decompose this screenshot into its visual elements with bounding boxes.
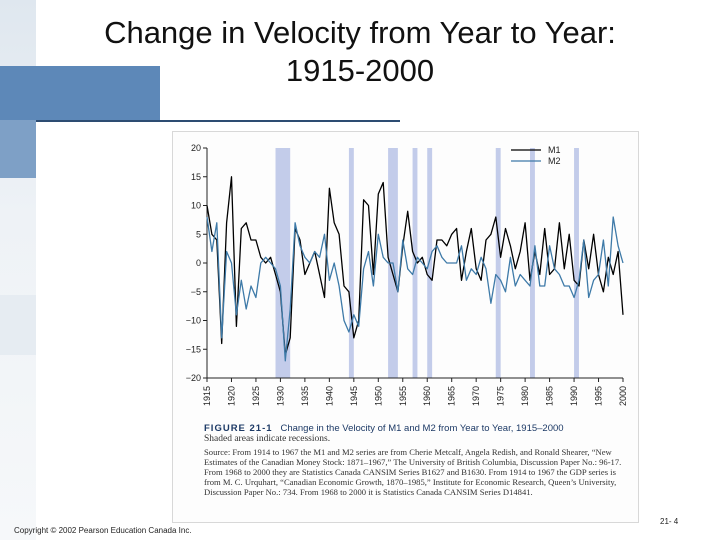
y-tick-label: 15 — [190, 171, 201, 182]
y-tick-label: −15 — [185, 344, 201, 355]
x-tick-label: 1930 — [275, 385, 286, 406]
x-tick-label: 1985 — [544, 385, 555, 406]
slide-accent-block-lower — [0, 120, 36, 178]
x-tick-label: 1940 — [324, 385, 335, 406]
recession-band — [349, 148, 354, 378]
y-tick-label: 20 — [190, 143, 201, 153]
x-tick-label: 1920 — [226, 385, 237, 406]
x-tick-label: 1950 — [373, 385, 384, 406]
x-tick-label: 1980 — [520, 385, 531, 406]
recession-band — [427, 148, 432, 378]
x-tick-label: 1955 — [397, 385, 408, 406]
legend-label-m1: M1 — [548, 145, 561, 155]
figure-label: FIGURE 21-1 — [204, 423, 273, 434]
x-tick-label: 2000 — [618, 385, 628, 406]
velocity-line-chart — [173, 132, 638, 422]
slide-number: 21- 4 — [660, 517, 679, 526]
x-tick-label: 1935 — [299, 385, 310, 406]
y-tick-label: 5 — [195, 229, 201, 240]
x-tick-label: 1965 — [446, 385, 457, 406]
figure-source-note: Source: From 1914 to 1967 the M1 and M2 series are from Cherie Metcalf, Angela Redish, and Ronald Shearer, “New Estimates of the Canadian Money Stock: 1871–1967,” The University of British Columbia, Discussion Paper No.: 96-17. From 1968 to 2000 they are Statistics Canada CANSIM Series B1627 and B1630. From 1914 to 1967 the GDP series is from M. C. Urquhart, “Canadian Economic Growth, 1870–1985,” Institute for Economic Research, Queen’s University, Discussion Paper No.: 734. From 1968 to 2000 it is Statistics Canada CANSIM Series D14841. — [204, 447, 622, 497]
slide-accent-block-faint — [0, 295, 36, 355]
figure-heading: Change in the Velocity of M1 and M2 from Year to Year, 1915–2000 — [280, 423, 564, 434]
figure-subheading: Shaded areas indicate recessions. — [204, 434, 331, 444]
figure-caption-heading-row — [204, 424, 634, 434]
x-tick-label: 1990 — [569, 385, 580, 406]
x-tick-label: 1915 — [202, 385, 212, 406]
figure-caption — [204, 424, 634, 497]
x-tick-label: 1945 — [348, 385, 359, 406]
y-tick-label: −20 — [185, 373, 201, 383]
copyright-footer: Copyright © 2002 Pearson Education Canada Inc. — [14, 526, 192, 535]
slide-title — [0, 14, 720, 90]
x-tick-label: 1970 — [471, 385, 482, 406]
recession-band — [574, 148, 579, 378]
y-tick-label: −5 — [190, 286, 201, 297]
y-tick-label: 0 — [195, 258, 201, 268]
slide-title-line2: 1915-2000 — [285, 53, 435, 88]
recession-band — [496, 148, 501, 378]
title-underline — [36, 120, 400, 122]
legend-label-m2: M2 — [548, 156, 561, 166]
y-tick-label: −10 — [185, 315, 201, 326]
y-tick-label: 10 — [190, 200, 201, 211]
x-tick-label: 1960 — [422, 385, 433, 406]
slide-title-line1: Change in Velocity from Year to Year: — [104, 15, 616, 50]
x-tick-label: 1995 — [593, 385, 604, 406]
x-tick-label: 1975 — [495, 385, 506, 406]
x-tick-label: 1925 — [250, 385, 261, 406]
